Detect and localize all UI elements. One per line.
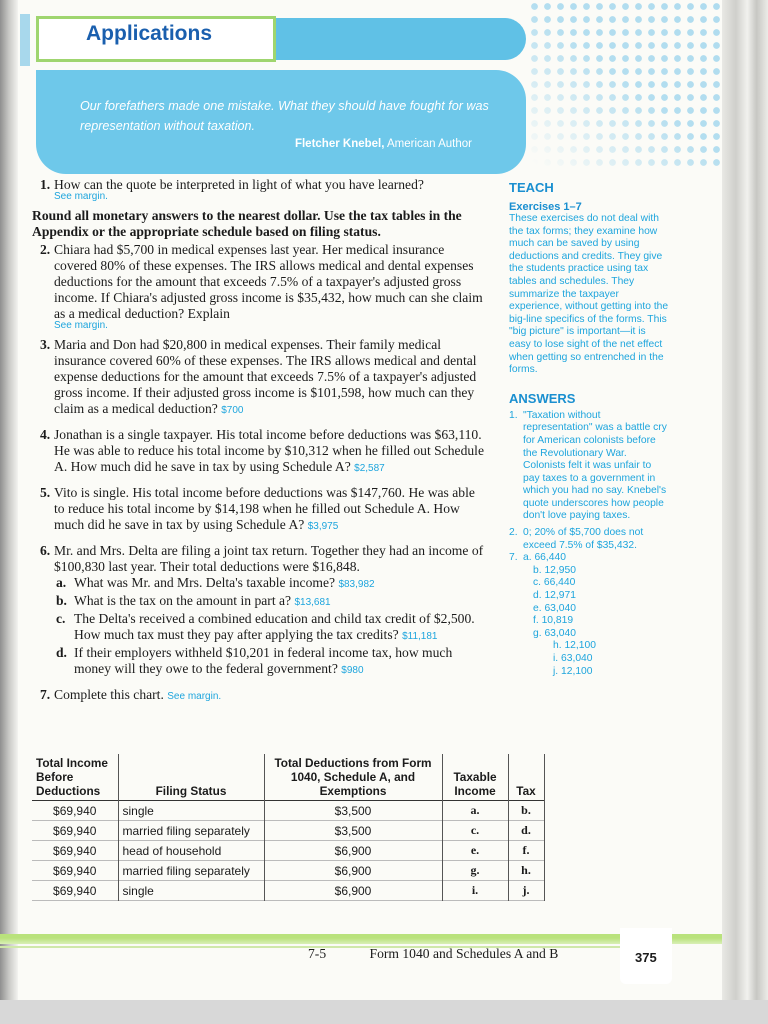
exercises-heading: Exercises 1–7 <box>509 201 582 213</box>
tax-chart <box>32 754 545 901</box>
column-header: Total Deductions from Form 1040, Schedule A, and Exemptions <box>264 754 442 801</box>
table-row: $69,940 married filing separately $6,900 g. h. <box>32 861 544 881</box>
question-text: Maria and Don had $20,800 in medical expenses. Their family medical insurance covered 60% of these expenses. The IRS allows medical and dental expense deductions for the amount that exceeds 7.5% of a taxpayer's adjusted gross income. If their adjusted gross income is $101,598, how much can they claim as a medical deduction? <box>54 337 477 416</box>
answer-note: $2,587 <box>354 463 385 474</box>
question-5: 5. Vito is single. His total income before deductions was $147,760. He was able to reduce his total income by $14,198 when he filled out Schedule A. How much did he save in tax by using Schedule A? $3,975 <box>40 485 475 532</box>
footer-rule <box>0 934 722 944</box>
answer-note: See margin. <box>54 191 108 202</box>
answer-7: 7. a. 66,440 b. 12,950 c. 66,440 d. 12,971 e. 63,040 f. 10,819 g. 63,040 h. 12,100 i. 63,040 j. 12,100 <box>509 552 596 677</box>
answer-2: 2. 0; 20% of $5,700 does not exceed 7.5% of $35,432. <box>509 527 644 551</box>
table-row: $69,940 single $6,900 i. j. <box>32 881 544 901</box>
question-6d: d. If their employers withheld $10,201 in federal income tax, how much money will they owe to the federal government? $980 <box>56 645 453 676</box>
exercises-note: These exercises do not deal with the tax forms; they examine how much can be saved by using deductions and credits. They give the students practice using tax tables and schedules. They summarize the taxpayer experience, without getting into the big-line specifics of the forms. This "big picture" is important—it is easy to lose sight of the net effect when getting so entrenched in the forms. <box>509 213 669 376</box>
running-footer <box>308 946 558 962</box>
table-row: $69,940 head of household $6,900 e. f. <box>32 841 544 861</box>
page-number: 375 <box>635 950 657 965</box>
answer-1: 1. "Taxation without representation" was a battle cry for American colonists before the Revolutionary War. Colonists felt it was unfair to pay taxes to a government in which you had no say. Knebel's quote underscores how people don't love paying taxes. <box>509 409 667 522</box>
question-text: How can the quote be interpreted in light of what you have learned? <box>54 177 424 192</box>
table-row: $69,940 married filing separately $3,500 c. d. <box>32 821 544 841</box>
question-text: Jonathan is a single taxpayer. His total income before deductions was $63,110. He was able to reduce his total income by $10,312 when he filled out Schedule A. How much did he save in tax by using Schedule A? <box>54 427 484 474</box>
quote-text: Our forefathers made one mistake. What they should have fought for was representation without taxation. <box>80 99 489 133</box>
question-6a: a. What was Mr. and Mrs. Delta's taxable income? $83,982 <box>56 575 375 590</box>
chapter-title: Form 1040 and Schedules A and B <box>369 946 559 961</box>
question-6: 6. Mr. and Mrs. Delta are filing a joint tax return. Together they had an income of $100,830 last year. Their total deductions were $16,848. a. What was Mr. and Mrs. Delta's taxable income? $83,982 b. What is the tax on the amount in part a? $13,681 c. The Delta's received a combined education and child tax credit of $2,500. How much tax must they pay after applying the tax credits? $11,181 d. If their employers withheld $10,201 in federal income tax, how much money will they owe to the federal government? $980 <box>30 543 485 679</box>
question-6b: b. What is the tax on the amount in part a? $13,681 <box>56 593 331 608</box>
question-2: 2. Chiara had $5,700 in medical expenses last year. Her medical insurance covered 80% of these expenses. The IRS allows medical and dental expenses deductions for the amount that exceeds 7.5% of a taxpayer's adjusted gross income. If Chiara's adjusted gross income is $35,432, how much can she claim as a medical deduction? Explain See margin. <box>30 242 485 331</box>
instructions: Round all monetary answers to the nearest dollar. Use the tax tables in the Appendix or the appropriate schedule based on filing status. <box>32 208 462 239</box>
quote-author <box>295 138 472 150</box>
title-side-strip <box>20 14 30 66</box>
question-3: 3. Maria and Don had $20,800 in medical expenses. Their family medical insurance covered 60% of these expenses. The IRS allows medical and dental expense deductions for the amount that exceeds 7.5% of a taxpayer's adjusted gross income. If their adjusted gross income is $101,598, how much can they claim as a medical deduction? $700 <box>40 337 477 416</box>
book-spine-shadow <box>0 0 18 1000</box>
answer-note: $3,975 <box>307 521 339 532</box>
question-1: 1. How can the quote be interpreted in light of what you have learned? See margin. <box>30 177 485 202</box>
column-header: Tax <box>508 754 544 801</box>
question-7: 7. Complete this chart. See margin. <box>40 687 222 702</box>
section-number: 7-5 <box>308 946 327 961</box>
question-text: Mr. and Mrs. Delta are filing a joint tax return. Together they had an income of $100,830 last year. Their total deductions were $16,848. <box>54 543 484 574</box>
teach-heading: TEACH <box>509 180 554 195</box>
quote-author-role: American Author <box>386 138 472 150</box>
table-row: $69,940 single $3,500 a. b. <box>32 801 544 821</box>
table-header-row <box>32 754 544 801</box>
teacher-margin <box>509 180 669 678</box>
answer-note: $700 <box>221 405 244 416</box>
question-text: Chiara had $5,700 in medical expenses last year. Her medical insurance covered 80% of these expenses. The IRS allows medical and dental expenses deductions for the amount that exceeds 7.5% of a taxpayer's adjusted gross income. If Chiara's adjusted gross income is $35,432, how much can she claim as a medical deduction? Explain <box>54 242 483 321</box>
exercise-list <box>30 177 485 711</box>
question-text: Complete this chart. <box>54 687 164 702</box>
answer-note: See margin. <box>167 691 222 702</box>
answer-note: See margin. <box>54 320 108 331</box>
answers-heading: ANSWERS <box>509 390 576 406</box>
page-title: Applications <box>86 22 213 45</box>
question-6c: c. The Delta's received a combined education and child tax credit of $2,500. How much tax must they pay after applying the tax credits? $11,181 <box>56 611 475 642</box>
quote-author-name: Fletcher Knebel, <box>294 138 385 150</box>
page-stack-edge <box>722 0 768 1000</box>
question-text: Vito is single. His total income before deductions was $147,760. He was able to reduce his total income by $14,198 when he filled out Schedule A. How much did he save in tax by using Schedule A? <box>54 485 475 532</box>
column-header: Total Income Before Deductions <box>32 754 118 801</box>
column-header: Taxable Income <box>442 754 508 801</box>
column-header: Filing Status <box>118 754 264 801</box>
question-4: 4. Jonathan is a single taxpayer. His total income before deductions was $63,110. He was able to reduce his total income by $10,312 when he filled out Schedule A. How much did he save in tax by using Schedule A? $2,587 <box>40 427 484 474</box>
